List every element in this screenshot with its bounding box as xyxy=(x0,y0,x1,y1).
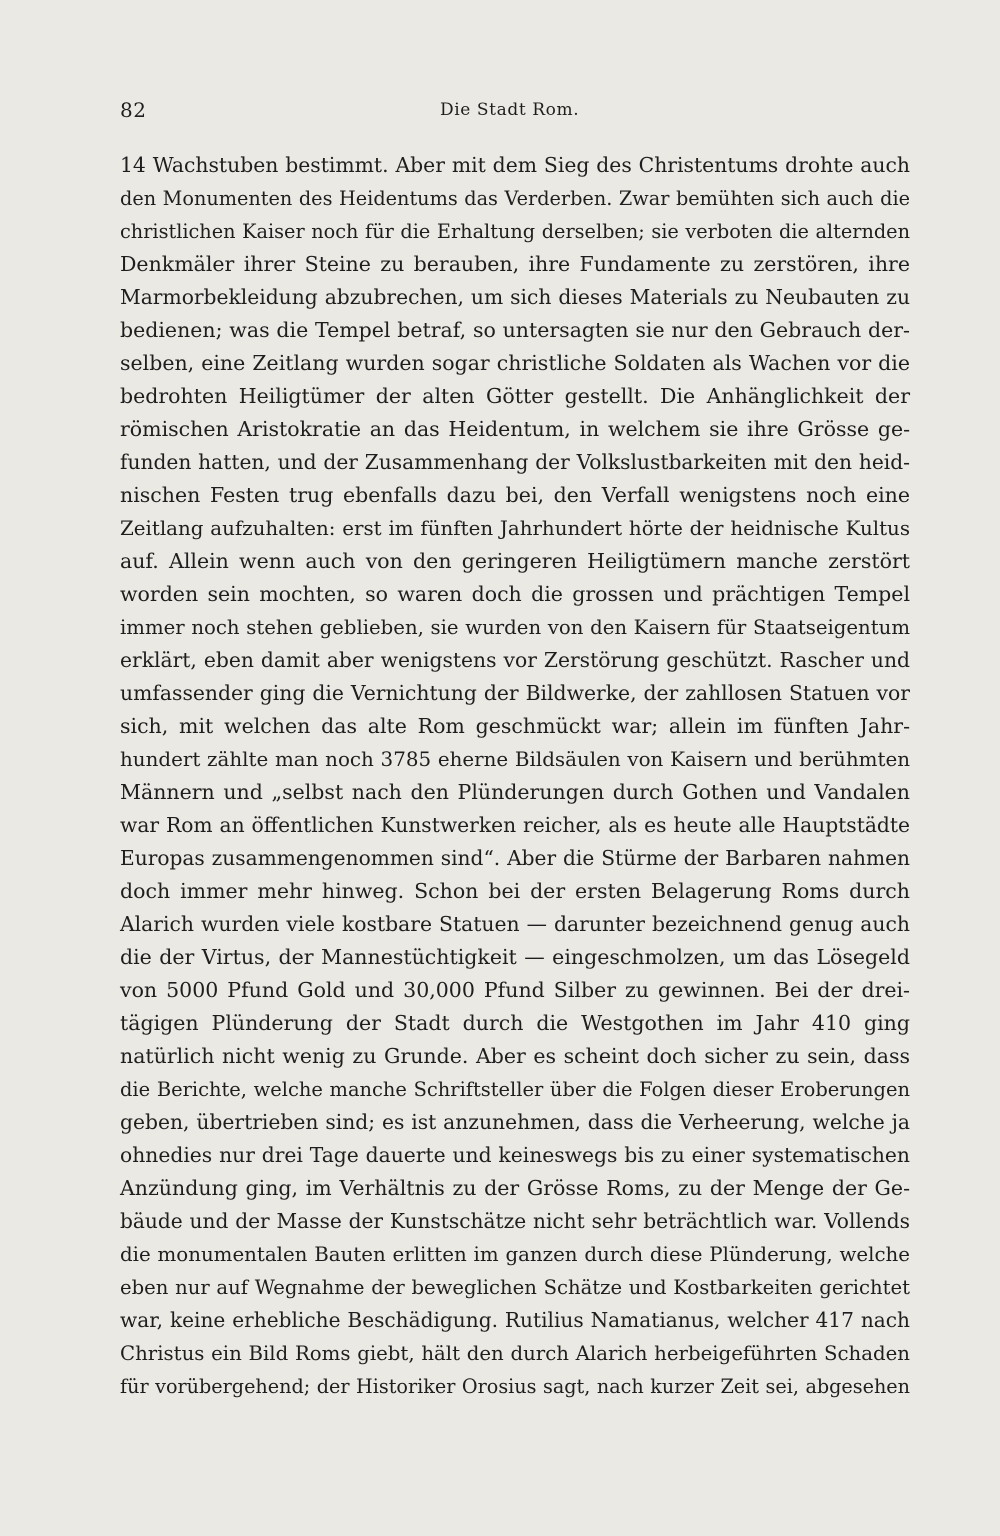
text-line: für vorübergehend; der Historiker Orosius sagt, nach kurzer Zeit sei, abgesehen xyxy=(120,1375,910,1398)
text-line: sich, mit welchen das alte Rom geschmückt war; allein im fünften Jahr- xyxy=(120,714,910,738)
text-line: natürlich nicht wenig zu Grunde. Aber es scheint doch sicher zu sein, dass xyxy=(120,1044,910,1068)
text-line: Alarich wurden viele kostbare Statuen — darunter bezeichnend genug auch xyxy=(120,912,910,936)
text-line: tägigen Plünderung der Stadt durch die Westgothen im Jahr 410 ging xyxy=(120,1011,910,1035)
text-line: nischen Festen trug ebenfalls dazu bei, den Verfall wenigstens noch eine xyxy=(120,483,910,507)
text-line: ohnedies nur drei Tage dauerte und keineswegs bis zu einer systematischen xyxy=(120,1143,910,1167)
text-line: die monumentalen Bauten erlitten im ganzen durch diese Plünderung, welche xyxy=(120,1243,910,1266)
text-line: selben, eine Zeitlang wurden sogar christliche Soldaten als Wachen vor die xyxy=(120,351,910,375)
text-line: eben nur auf Wegnahme der beweglichen Schätze und Kostbarkeiten gerichtet xyxy=(120,1276,910,1299)
text-line: die der Virtus, der Mannestüchtigkeit — eingeschmolzen, um das Lösegeld xyxy=(120,945,910,969)
body-text xyxy=(120,149,910,1403)
text-line: bäude und der Masse der Kunstschätze nicht sehr beträchtlich war. Vollends xyxy=(120,1209,910,1233)
page-number: 82 xyxy=(120,98,147,122)
text-line: auf. Allein wenn auch von den geringeren Heiligtümern manche zerstört xyxy=(120,549,910,573)
text-line: christlichen Kaiser noch für die Erhaltung derselben; sie verboten die alternden xyxy=(120,220,910,243)
text-line: Christus ein Bild Roms giebt, hält den durch Alarich herbeigeführten Schaden xyxy=(120,1342,910,1365)
text-line: die Berichte, welche manche Schriftsteller über die Folgen dieser Eroberungen xyxy=(120,1078,910,1101)
text-line: von 5000 Pfund Gold und 30,000 Pfund Silber zu gewinnen. Bei der drei- xyxy=(120,978,910,1002)
text-line: war Rom an öffentlichen Kunstwerken reicher, als es heute alle Hauptstädte xyxy=(120,813,910,837)
text-line: worden sein mochten, so waren doch die grossen und prächtigen Tempel xyxy=(120,582,910,606)
text-line: den Monumenten des Heidentums das Verderben. Zwar bemühten sich auch die xyxy=(120,187,910,210)
text-line: funden hatten, und der Zusammenhang der Volkslustbarkeiten mit den heid- xyxy=(120,450,910,474)
text-line: hundert zählte man noch 3785 eherne Bildsäulen von Kaisern und berühmten xyxy=(120,748,910,771)
text-line: bedienen; was die Tempel betraf, so untersagten sie nur den Gebrauch der- xyxy=(120,318,910,342)
text-line: erklärt, eben damit aber wenigstens vor Zerstörung geschützt. Rascher und xyxy=(120,648,910,672)
text-line: umfassender ging die Vernichtung der Bildwerke, der zahllosen Statuen vor xyxy=(120,681,910,705)
page-header xyxy=(120,98,910,128)
text-line: Männern und „selbst nach den Plünderungen durch Gothen und Vandalen xyxy=(120,780,910,804)
text-line: Zeitlang aufzuhalten: erst im fünften Jahrhundert hörte der heidnische Kultus xyxy=(120,517,910,540)
text-line: bedrohten Heiligtümer der alten Götter gestellt. Die Anhänglichkeit der xyxy=(120,384,910,408)
text-line: Europas zusammengenommen sind“. Aber die Stürme der Barbaren nahmen xyxy=(120,846,910,870)
text-line: Marmorbekleidung abzubrechen, um sich dieses Materials zu Neubauten zu xyxy=(120,285,910,309)
text-line: römischen Aristokratie an das Heidentum, in welchem sie ihre Grösse ge- xyxy=(120,417,910,441)
running-head: Die Stadt Rom. xyxy=(440,100,580,120)
text-line: geben, übertrieben sind; es ist anzunehmen, dass die Verheerung, welche ja xyxy=(120,1110,910,1134)
text-line: immer noch stehen geblieben, sie wurden von den Kaisern für Staatseigentum xyxy=(120,616,910,639)
text-line: Denkmäler ihrer Steine zu berauben, ihre Fundamente zu zerstören, ihre xyxy=(120,252,910,276)
text-line: doch immer mehr hinweg. Schon bei der ersten Belagerung Roms durch xyxy=(120,879,910,903)
text-line: war, keine erhebliche Beschädigung. Rutilius Namatianus, welcher 417 nach xyxy=(120,1308,910,1332)
text-line: 14 Wachstuben bestimmt. Aber mit dem Sieg des Christentums drohte auch xyxy=(120,153,910,177)
text-line: Anzündung ging, im Verhältnis zu der Grösse Roms, zu der Menge der Ge- xyxy=(120,1176,910,1200)
